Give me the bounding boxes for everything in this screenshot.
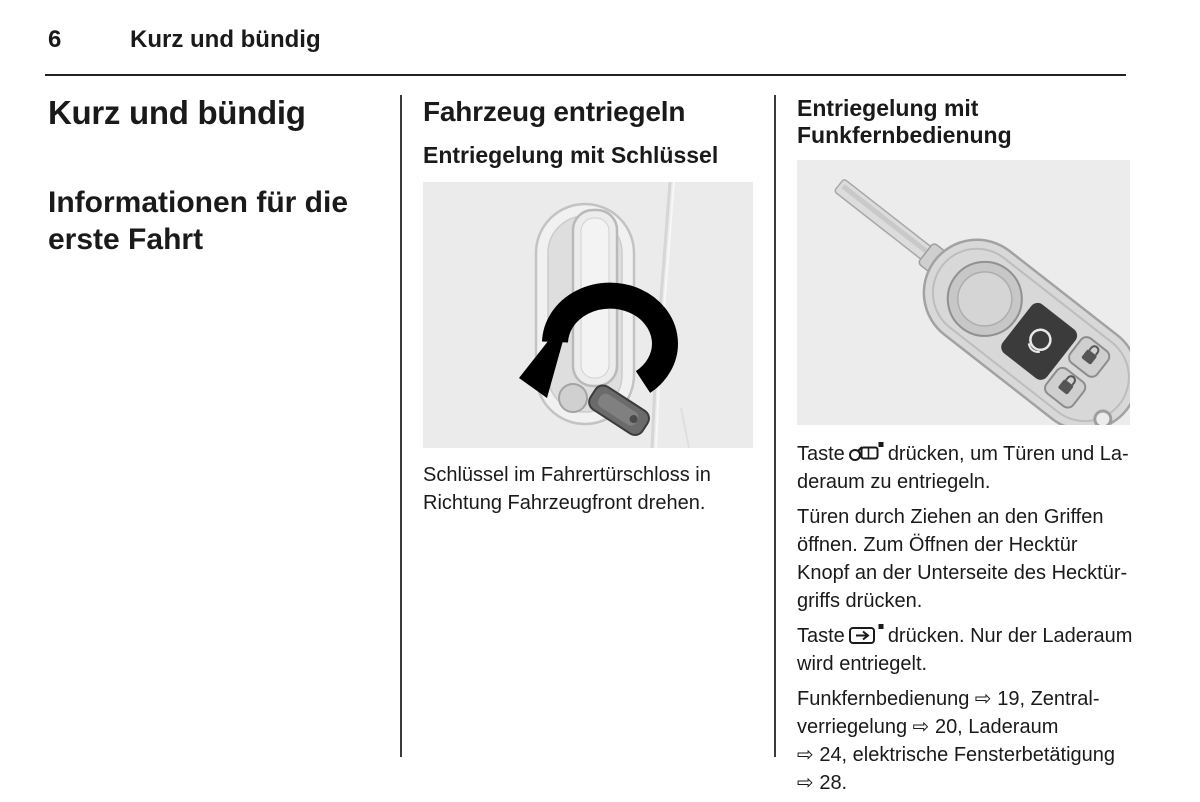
key-fob-illustration-svg bbox=[797, 160, 1130, 425]
text-line: deraum zu entriegeln. bbox=[797, 471, 991, 493]
right-column-text bbox=[797, 440, 1142, 802]
mid-subheading: Entriegelung mit Schlüssel bbox=[423, 142, 719, 168]
caption-line: Richtung Fahrzeugfront drehen. bbox=[423, 492, 706, 514]
text-line: Taste drücken, um Türen und La- bbox=[797, 440, 1142, 468]
text-line: griffs drücken. bbox=[797, 590, 923, 612]
section-heading bbox=[48, 184, 393, 258]
page-number: 6 bbox=[48, 26, 62, 53]
text-line: wird entriegelt. bbox=[797, 653, 928, 675]
header-rule bbox=[45, 74, 1126, 76]
paragraph-open-doors bbox=[797, 503, 1142, 615]
text-line: öffnen. Zum Öffnen der Hecktür bbox=[797, 534, 1078, 556]
paragraph-unlock-cargo bbox=[797, 622, 1142, 678]
running-header-title: Kurz und bündig bbox=[130, 26, 321, 53]
remote-key-fob-illustration bbox=[797, 160, 1130, 425]
column-divider-left bbox=[400, 95, 402, 757]
paragraph-unlock-doors bbox=[797, 440, 1142, 496]
paragraph-cross-references bbox=[797, 685, 1142, 797]
door-handle-key-turn-illustration bbox=[423, 182, 753, 448]
chapter-title: Kurz und bündig bbox=[48, 94, 306, 131]
text-line: Taste drücken. Nur der Laderaum bbox=[797, 622, 1142, 650]
text-line: Türen durch Ziehen an den Griffen bbox=[797, 506, 1104, 528]
section-heading-line: Informationen für die bbox=[48, 186, 348, 219]
text-line: verriegelung ⇨ 20, Laderaum bbox=[797, 716, 1059, 738]
text-line: ⇨ 28. bbox=[797, 772, 848, 794]
right-heading bbox=[797, 95, 1137, 149]
section-heading-line: erste Fahrt bbox=[48, 223, 204, 256]
text-line: Funkfernbedienung ⇨ 19, Zentral- bbox=[797, 688, 1100, 710]
right-heading-line: Funkfernbedienung bbox=[797, 122, 1012, 148]
text-line: ⇨ 24, elektrische Fensterbetätigung bbox=[797, 744, 1116, 766]
unlock-cargo-button-icon bbox=[848, 622, 884, 646]
mid-caption bbox=[423, 461, 763, 517]
text-line: Knopf an der Unterseite des Hecktür- bbox=[797, 562, 1128, 584]
door-handle-illustration-svg bbox=[423, 182, 753, 448]
lock-cylinder bbox=[559, 384, 587, 412]
caption-line: Schlüssel im Fahrertürschloss in bbox=[423, 464, 711, 486]
right-heading-line: Entriegelung mit bbox=[797, 95, 979, 121]
column-divider-right bbox=[774, 95, 776, 757]
unlock-doors-button-icon bbox=[848, 440, 884, 464]
mid-heading: Fahrzeug entriegeln bbox=[423, 96, 686, 127]
